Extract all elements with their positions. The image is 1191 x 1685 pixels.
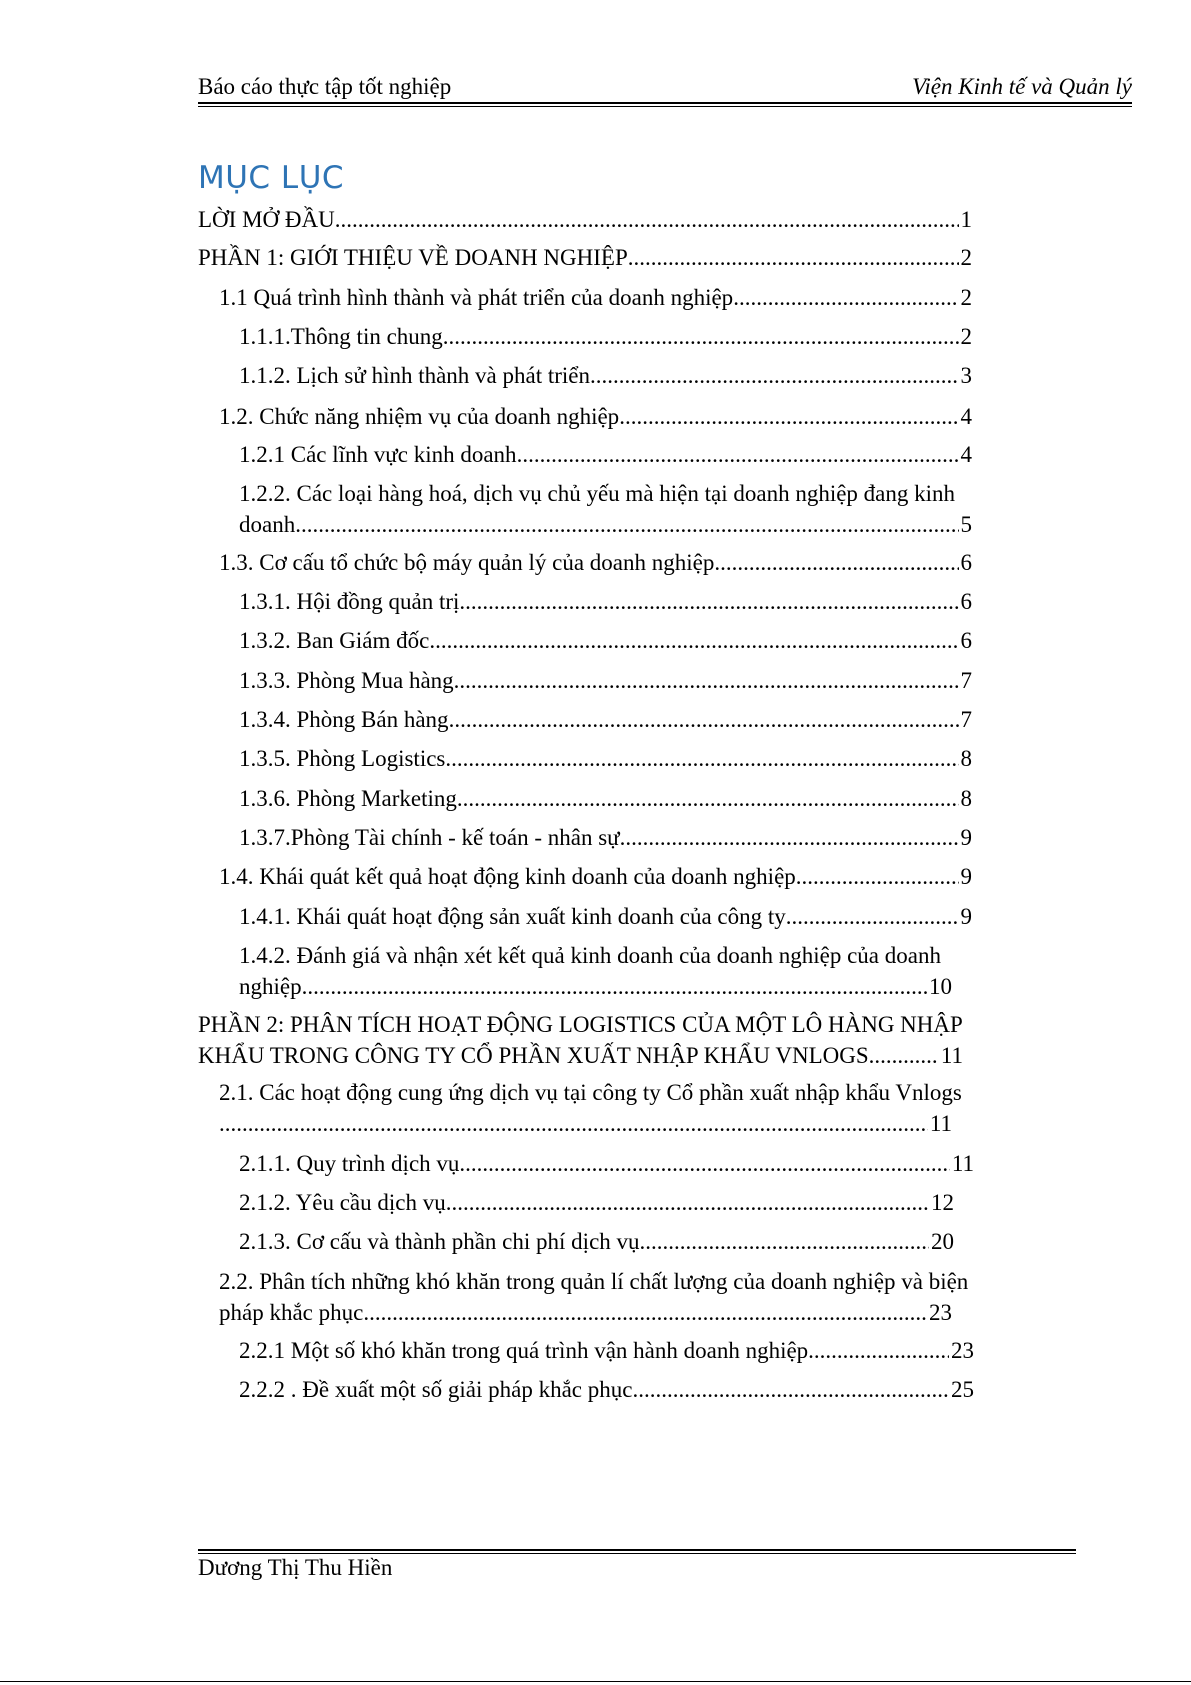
toc-dot-leader: [786, 901, 959, 932]
toc-dot-leader: [457, 783, 959, 814]
header-institute: Viện Kinh tế và Quản lý: [912, 74, 1132, 99]
footer-author: Dương Thị Thu Hiền: [198, 1555, 393, 1580]
toc-entry[interactable]: [239, 439, 972, 470]
header-divider: [198, 102, 1132, 107]
toc-entry-text: pháp khắc phục: [219, 1300, 364, 1325]
toc-entry-line: [239, 743, 972, 774]
header-report-title: Báo cáo thực tập tốt nghiệp: [198, 74, 452, 99]
toc-entry[interactable]: [239, 783, 972, 814]
toc-page-number: 11: [940, 1043, 963, 1068]
toc-entry[interactable]: [219, 401, 972, 432]
toc-page-number: 6: [960, 550, 972, 575]
toc-page-number: 2: [960, 285, 972, 310]
toc-entry-line: [239, 509, 972, 540]
toc-entry-text: 1.3.2. Ban Giám đốc: [239, 628, 430, 653]
toc-entry[interactable]: [219, 282, 972, 313]
toc-title: MỤC LỤC: [198, 160, 345, 196]
toc-entry-text-line1: 2.2. Phân tích những khó khăn trong quản lí chất lượng của doanh nghiệp và biện: [219, 1269, 969, 1294]
toc-page-number: 6: [960, 628, 972, 653]
toc-entry-line: [239, 439, 972, 470]
toc-entry[interactable]: [239, 360, 972, 391]
toc-entry-line: [239, 783, 972, 814]
toc-page-number: 11: [951, 1151, 974, 1176]
toc-dot-leader: [446, 1187, 929, 1218]
toc-page-number: 3: [960, 363, 972, 388]
toc-entry-line: [239, 901, 972, 932]
toc-entry-line: [239, 822, 972, 853]
toc-entry-line: [239, 704, 972, 735]
toc-entry[interactable]: [239, 665, 972, 696]
toc-entry-line: [219, 1297, 952, 1328]
toc-entry-line: [219, 282, 972, 313]
toc-entry-text-line1: 2.1. Các hoạt động cung ứng dịch vụ tại công ty Cổ phần xuất nhập khẩu Vnlogs: [219, 1080, 962, 1105]
toc-entry-line: [239, 1187, 954, 1218]
toc-dot-leader: [640, 1226, 929, 1257]
toc-entry-line: [239, 665, 972, 696]
toc-entry-text: 1.4.1. Khái quát hoạt động sản xuất kinh doanh của công ty: [239, 904, 786, 929]
toc-dot-leader: [620, 822, 959, 853]
toc-dot-leader: [590, 360, 958, 391]
page-bottom-edge: [0, 1681, 1191, 1682]
toc-entry-text: 1.2. Chức năng nhiệm vụ của doanh nghiệp: [219, 404, 620, 429]
toc-dot-leader: [302, 971, 927, 1002]
toc-dot-leader: [459, 1148, 949, 1179]
toc-page-number: 5: [960, 512, 972, 537]
footer-divider: [198, 1549, 1076, 1554]
toc-entry-line: [219, 547, 972, 578]
toc-entry-line: [239, 625, 972, 656]
toc-entry-line: [198, 1040, 963, 1071]
toc-dot-leader: [796, 861, 959, 892]
toc-entry-text: doanh: [239, 512, 296, 537]
toc-entry[interactable]: [219, 547, 972, 578]
toc-page-number: 8: [960, 746, 972, 771]
toc-entry-text: 1.2.1 Các lĩnh vực kinh doanh: [239, 442, 517, 467]
toc-dot-leader: [445, 743, 958, 774]
toc-dot-leader: [632, 1374, 949, 1405]
toc-page-number: 23: [929, 1300, 952, 1325]
toc-entry[interactable]: [198, 242, 972, 273]
toc-entry-line: [239, 321, 972, 352]
toc-entry-line: [198, 242, 972, 273]
toc-dot-leader: [459, 586, 958, 617]
toc-entry-text: 2.2.1 Một số khó khăn trong quá trình vận hành doanh nghiệp: [239, 1338, 809, 1363]
toc-page-number: 25: [951, 1377, 974, 1402]
toc-entry-text: LỜI MỞ ĐẦU: [198, 207, 335, 232]
toc-entry-line: [239, 1335, 974, 1366]
toc-entry-text: 1.3. Cơ cấu tổ chức bộ máy quản lý của doanh nghiệp: [219, 550, 715, 575]
toc-entry[interactable]: [239, 940, 952, 1002]
toc-entry[interactable]: [198, 204, 972, 235]
toc-dot-leader: [869, 1040, 939, 1071]
toc-entry[interactable]: [239, 704, 972, 735]
toc-entry-line: [239, 971, 952, 1002]
toc-dot-leader: [454, 665, 959, 696]
toc-entry[interactable]: [198, 1009, 963, 1071]
toc-dot-leader: [714, 547, 958, 578]
toc-page-number: 1: [960, 207, 972, 232]
toc-entry[interactable]: [239, 478, 972, 540]
toc-entry-text: 2.2.2 . Đề xuất một số giải pháp khắc phục: [239, 1377, 633, 1402]
toc-page-number: 11: [929, 1111, 952, 1136]
toc-page-number: 2: [960, 324, 972, 349]
toc-entry-line: [239, 360, 972, 391]
toc-dot-leader: [733, 282, 958, 313]
toc-page-number: 9: [960, 904, 972, 929]
toc-entry-text: 1.3.1. Hội đồng quản trị: [239, 589, 460, 614]
toc-entry-line: [198, 204, 972, 235]
toc-entry-text: 1.3.4. Phòng Bán hàng: [239, 707, 449, 732]
toc-entry-line: [239, 586, 972, 617]
toc-entry[interactable]: [239, 321, 972, 352]
toc-entry[interactable]: [239, 1148, 974, 1179]
toc-page-number: 9: [960, 864, 972, 889]
toc-entry-text-line1: PHẦN 2: PHÂN TÍCH HOẠT ĐỘNG LOGISTICS CỦA MỘT LÔ HÀNG NHẬP: [198, 1012, 963, 1037]
toc-entry[interactable]: [239, 901, 972, 932]
toc-page-number: 20: [931, 1229, 954, 1254]
toc-entry-line: [219, 861, 972, 892]
toc-entry[interactable]: [239, 625, 972, 656]
toc-entry[interactable]: [239, 822, 972, 853]
toc-entry[interactable]: [239, 743, 972, 774]
toc-page-number: 7: [960, 707, 972, 732]
toc-entry-text: 1.3.5. Phòng Logistics: [239, 746, 446, 771]
toc-entry-text-line1: 1.2.2. Các loại hàng hoá, dịch vụ chủ yếu mà hiện tại doanh nghiệp đang kinh: [239, 481, 956, 506]
toc-entry-text: 1.3.7.Phòng Tài chính - kế toán - nhân sự: [239, 825, 620, 850]
toc-entry-line: [219, 401, 972, 432]
toc-dot-leader: [429, 625, 958, 656]
toc-entry[interactable]: [239, 586, 972, 617]
toc-page-number: 4: [960, 442, 972, 467]
toc-entry-line: [239, 1148, 974, 1179]
toc-entry[interactable]: [219, 1077, 962, 1139]
toc-entry-text: PHẦN 1: GIỚI THIỆU VỀ DOANH NGHIỆP: [198, 245, 628, 270]
toc-entry-line: [239, 1226, 954, 1257]
toc-dot-leader: [808, 1335, 949, 1366]
toc-dot-leader: [449, 704, 959, 735]
toc-page-number: 2: [960, 245, 972, 270]
toc-entry[interactable]: [239, 1374, 974, 1405]
toc-entry-text: 2.1.2. Yêu cầu dịch vụ: [239, 1190, 446, 1215]
toc-page-number: 4: [960, 404, 972, 429]
toc-dot-leader: [517, 439, 959, 470]
toc-page-number: 8: [960, 786, 972, 811]
toc-page-number: 7: [960, 668, 972, 693]
toc-entry-text: nghiệp: [239, 974, 302, 999]
toc-dot-leader: [619, 401, 958, 432]
toc-page-number: 10: [929, 974, 952, 999]
toc-entry[interactable]: [219, 861, 972, 892]
toc-entry-text: 1.3.3. Phòng Mua hàng: [239, 668, 454, 693]
toc-entry-text: 2.1.1. Quy trình dịch vụ: [239, 1151, 460, 1176]
toc-dot-leader: [363, 1297, 927, 1328]
toc-entry-line: [239, 1374, 974, 1405]
toc-entry-text: 1.1 Quá trình hình thành và phát triển của doanh nghiệp: [219, 285, 734, 310]
toc-dot-leader: [443, 321, 959, 352]
toc-entry[interactable]: [219, 1266, 969, 1328]
toc-entry-text: 2.1.3. Cơ cấu và thành phần chi phí dịch vụ: [239, 1229, 640, 1254]
toc-dot-leader: [628, 242, 959, 273]
toc-entry-text: 1.3.6. Phòng Marketing: [239, 786, 457, 811]
toc-entry-text-line1: 1.4.2. Đánh giá và nhận xét kết quả kinh doanh của doanh nghiệp của doanh: [239, 943, 941, 968]
toc-dot-leader: [335, 204, 959, 235]
toc-page-number: 9: [960, 825, 972, 850]
toc-entry[interactable]: [239, 1187, 954, 1218]
toc-entry[interactable]: [239, 1226, 954, 1257]
toc-entry-text: KHẨU TRONG CÔNG TY CỔ PHẦN XUẤT NHẬP KHẨU VNLOGS: [198, 1043, 869, 1068]
toc-page-number: 6: [960, 589, 972, 614]
toc-entry-text: 1.1.2. Lịch sử hình thành và phát triển: [239, 363, 591, 388]
page-header: [198, 74, 1132, 104]
toc-entry-text: 1.1.1.Thông tin chung: [239, 324, 443, 349]
toc-entry-text: 1.4. Khái quát kết quả hoạt động kinh doanh của doanh nghiệp: [219, 864, 796, 889]
toc-entry-line: [219, 1108, 952, 1139]
toc-dot-leader: [219, 1108, 928, 1139]
toc-page-number: 23: [951, 1338, 974, 1363]
toc-dot-leader: [295, 509, 958, 540]
toc-entry[interactable]: [239, 1335, 974, 1366]
toc-page-number: 12: [931, 1190, 954, 1215]
